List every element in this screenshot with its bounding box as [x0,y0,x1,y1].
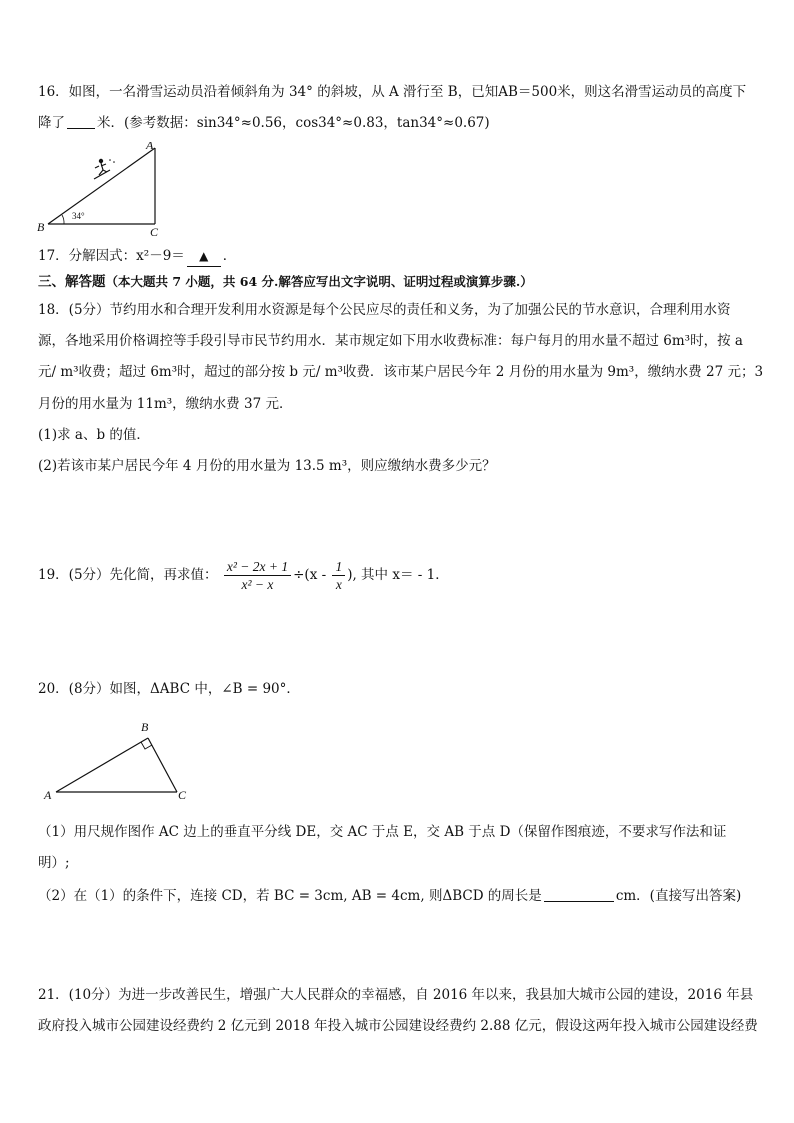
q20-label-c: C [178,788,187,802]
q16-figure [34,142,164,238]
q20-figure [40,716,200,802]
q19-line [38,556,449,594]
section3-heading [38,272,533,292]
q17-post: ． [222,248,237,264]
q20-side-bc [148,738,177,792]
q17-answer-blank: ▲ [187,246,221,267]
q16-line1: 16．如图，一名滑雪运动员沿着倾斜角为 34° 的斜坡，从 A 滑行至 B，已知AB＝500米，则这名滑雪运动员的高度下 [38,84,747,100]
q18-sub2: (2)若该市某户居民今年 4 月份的用水量为 13.5 m³，则应缴纳水费多少元？ [38,458,496,474]
q19-fraction-denominator: x² − x [241,577,274,592]
q16-angle-arc [62,215,64,224]
q21-line2: 政府投入城市公园建设经费约 2 亿元到 2018 年投入城市公园建设经费约 2.88 亿元，假设这两年投入城市公园建设经费 [38,1018,758,1034]
q20-sub1-line1: （1）用尺规作图作 AC 边上的垂直平分线 DE，交 AC 于点 E，交 AB 于点 D（保留作图痕迹，不要求写作法和证 [38,824,727,840]
q20-side-ab [56,738,148,792]
q19-fraction2-denominator: x [335,577,342,592]
q16-line2-pre: 降了 [38,115,65,131]
q20-line1: 20．(8分）如图，ΔABC 中，∠B = 90°． [38,681,300,697]
q19-fraction2 [332,558,345,593]
q18-line2: 源，各地采用价格调控等手段引导市民节约用水．某市规定如下用水收费标准：每户每月的用水量不超过 6m³时，按 a [38,333,743,349]
q18-line1: 18．(5分）节约用水和合理开发利用水资源是每个公民应尽的责任和义务，为了加强公民的节水意识，合理利用水资 [38,302,731,318]
q17-line [38,246,236,267]
q20-label-a: A [44,788,52,802]
skier-icon [94,159,115,179]
section3-title: 三、解答题 [38,274,106,290]
q20-label-b: B [141,720,149,734]
q19-fraction [224,558,291,593]
q19-post: ), 其中 x＝ - 1． [347,567,449,583]
q16-label-angle: 34° [72,211,85,221]
q19-pre: 19．(5分）先化简，再求值： [38,567,218,583]
q18-line3: 元/ m³收费；超过 6m³时，超过的部分按 b 元/ m³收费．该市某户居民今年 2 月份的用水量为 9m³，缴纳水费 27 元；3 [38,364,764,380]
q16-label-c: C [150,225,159,238]
q20-sub1-line2: 明）; [38,855,70,871]
q20-sub2-line [38,886,741,906]
q19-fraction-numerator: x² − 2x + 1 [224,558,291,576]
q16-line2-post: 米．(参考数据：sin34°≈0.56，cos34°≈0.83，tan34°≈0.67) [97,115,490,131]
q16-label-a: A [146,142,154,152]
q20-answer-blank [544,887,614,902]
q20-sub2-pre: （2）在（1）的条件下，连接 CD，若 BC = 3cm, AB = 4cm, 则ΔBCD 的周长是 [38,888,542,904]
q21-line1: 21．(10分）为进一步改善民生，增强广大人民群众的幸福感，自 2016 年以来，我县加大城市公园的建设，2016 年县 [38,987,754,1003]
q16-line2 [38,113,490,133]
q20-sub2-post: cm．(直接写出答案) [615,888,742,904]
q19-fraction2-numerator: 1 [332,558,345,576]
q19-mid: ÷(x - [293,567,327,583]
section3-note: （本大题共 7 小题，共 64 分.解答应写出文字说明、证明过程或演算步骤.） [105,274,533,289]
q18-line4: 月份的用水量为 11m³，缴纳水费 37 元． [38,396,293,412]
q18-sub1: (1)求 a、b 的值． [38,427,150,443]
q16-answer-blank [67,114,95,129]
q17-pre: 17．分解因式：x²－9＝ [38,248,185,264]
q16-label-b: B [37,220,45,234]
